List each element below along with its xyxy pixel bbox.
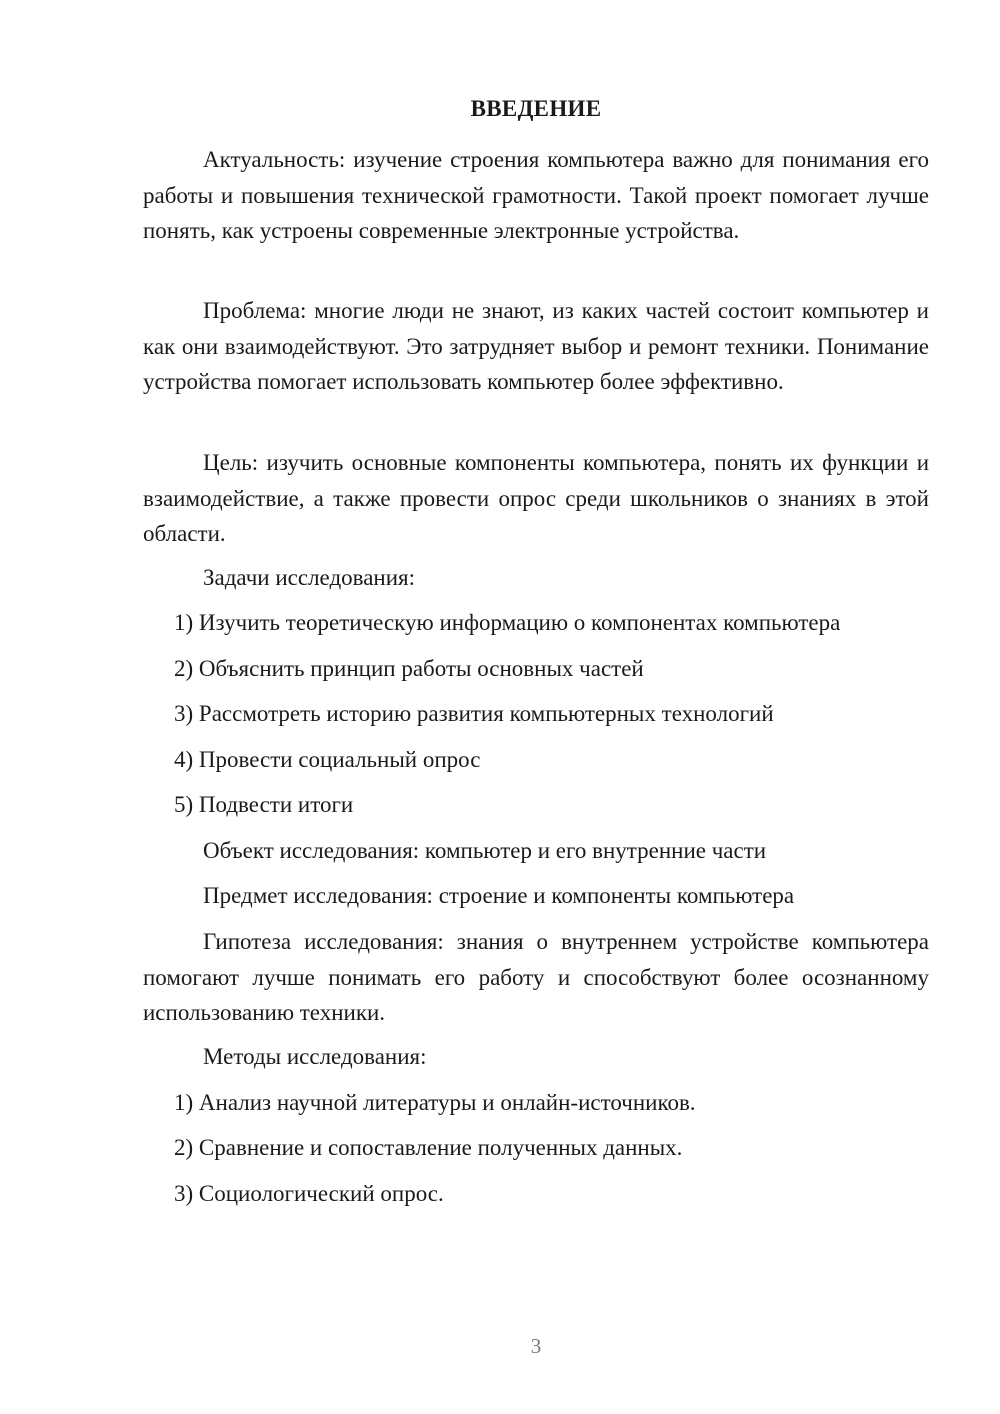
subject-line: Предмет исследования: строение и компоненты компьютера [203,883,795,908]
page-number: 3 [530,1334,542,1358]
task-item: 5) Подвести итоги [174,792,354,817]
goal-paragraph: Цель: изучить основные компоненты компьютера, понять их функции и взаимодействие, а также провести опрос среди школьников о знаниях в этой области. [143,450,929,546]
section-heading: ВВЕДЕНИЕ [470,96,602,121]
problem-paragraph: Проблема: многие люди не знают, из каких частей состоит компьютер и как они взаимодействуют. Это затрудняет выбор и ремонт техники. Понимание устройства помогает использовать компьютер более эффективно. [143,298,929,394]
tasks-title: Задачи исследования: [203,565,416,590]
task-item: 1) Изучить теоретическую информацию о компонентах компьютера [174,610,841,635]
hypothesis-paragraph: Гипотеза исследования: знания о внутреннем устройстве компьютера помогают лучше понимать его работу и способствуют более осознанному использованию техники. [143,929,929,1025]
method-item: 1) Анализ научной литературы и онлайн-источников. [174,1090,696,1115]
relevance-paragraph: Актуальность: изучение строения компьютера важно для понимания его работы и повышения технической грамотности. Такой проект помогает лучше понять, как устроены современные электронные устройства. [143,147,929,243]
method-item: 3) Социологический опрос. [174,1181,444,1206]
task-item: 4) Провести социальный опрос [174,747,481,772]
object-line: Объект исследования: компьютер и его внутренние части [203,838,767,863]
method-item: 2) Сравнение и сопоставление полученных данных. [174,1135,683,1160]
methods-title: Методы исследования: [203,1044,427,1069]
task-item: 3) Рассмотреть историю развития компьютерных технологий [174,701,774,726]
task-item: 2) Объяснить принцип работы основных частей [174,656,644,681]
